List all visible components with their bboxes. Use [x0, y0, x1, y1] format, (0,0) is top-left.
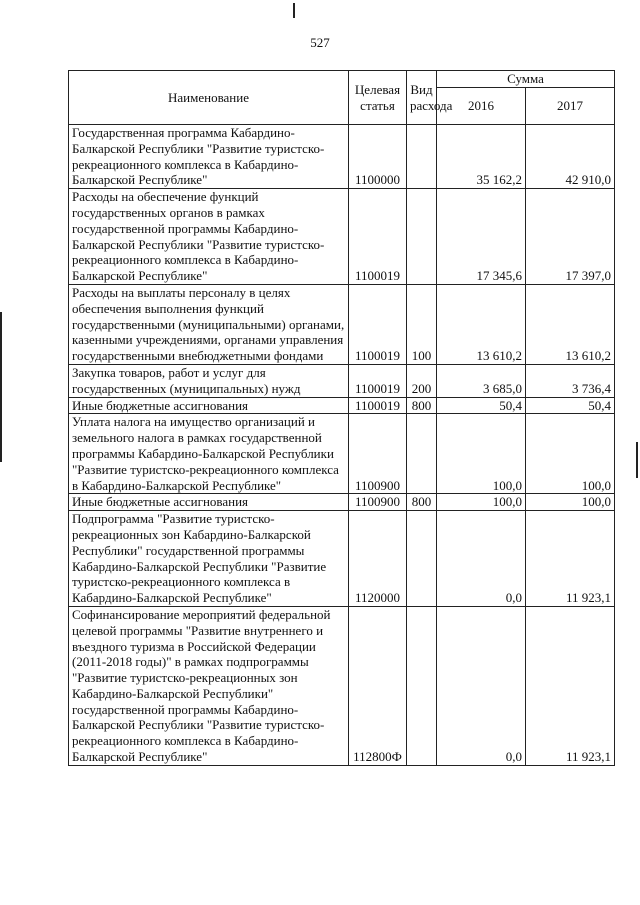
row-value-2016: 13 610,2: [437, 284, 526, 364]
row-value-2017: 50,4: [526, 397, 615, 414]
row-code: 112800Ф: [349, 606, 407, 765]
page-number: 527: [310, 35, 330, 50]
header-year-2017: 2017: [526, 88, 615, 125]
row-code: 1100019: [349, 397, 407, 414]
row-value-2016: 0,0: [437, 511, 526, 607]
row-vid: 800: [407, 494, 437, 511]
table-row: [69, 284, 615, 364]
header-name: Наименование: [69, 71, 349, 125]
row-value-2016: 100,0: [437, 494, 526, 511]
scan-mark-left: [0, 312, 2, 462]
row-name: Закупка товаров, работ и услуг для государственных (муниципальных) нужд: [69, 364, 349, 397]
row-value-2017: 3 736,4: [526, 364, 615, 397]
row-vid: 800: [407, 397, 437, 414]
table-row: [69, 189, 615, 285]
row-value-2016: 35 162,2: [437, 125, 526, 189]
table-row: [69, 494, 615, 511]
row-value-2017: 100,0: [526, 494, 615, 511]
header-code: Целевая статья: [349, 71, 407, 125]
row-name: Софинансирование мероприятий федеральной целевой программы "Развитие внутреннего и въездного туризма в Российской Федерации (2011-2018 годы)" в рамках подпрограммы "Развитие туристско-рекреационных зон Кабардино-Балкарской Республики" государственной программы Кабардино-Балкарской Республики "Развитие туристско-рекреационного комплекса в Кабардино-Балкарской Республике": [69, 606, 349, 765]
row-value-2017: 11 923,1: [526, 511, 615, 607]
row-vid: 100: [407, 284, 437, 364]
row-code: 1100900: [349, 494, 407, 511]
row-value-2016: 17 345,6: [437, 189, 526, 285]
row-name: Подпрограмма "Развитие туристско-рекреационных зон Кабардино-Балкарской Республики" государственной программы Кабардино-Балкарской Республики "Развитие туристско-рекреационного комплекса в Кабардино-Балкарской Республике": [69, 511, 349, 607]
row-name: Иные бюджетные ассигнования: [69, 494, 349, 511]
row-name: Расходы на обеспечение функций государственных органов в рамках государственной программы Кабардино-Балкарской Республики "Развитие туристско-рекреационного комплекса в Кабардино-Балкарской Республике": [69, 189, 349, 285]
header-vid: Вид расхода: [407, 71, 437, 125]
row-value-2016: 3 685,0: [437, 364, 526, 397]
row-value-2017: 13 610,2: [526, 284, 615, 364]
row-code: 1120000: [349, 511, 407, 607]
row-value-2017: 42 910,0: [526, 125, 615, 189]
row-name: Иные бюджетные ассигнования: [69, 397, 349, 414]
row-name: Расходы на выплаты персоналу в целях обеспечения выполнения функций государственными (муниципальными) органами, казенными учреждениями, органами управления государственными внебюджетными фондами: [69, 284, 349, 364]
row-vid: 200: [407, 364, 437, 397]
table-row: [69, 125, 615, 189]
row-vid: [407, 511, 437, 607]
header-sum: Сумма: [437, 71, 615, 88]
row-value-2016: 100,0: [437, 414, 526, 494]
row-value-2017: 17 397,0: [526, 189, 615, 285]
row-code: 1100019: [349, 284, 407, 364]
row-value-2016: 0,0: [437, 606, 526, 765]
row-vid: [407, 606, 437, 765]
scan-mark-top: [293, 3, 295, 18]
row-value-2016: 50,4: [437, 397, 526, 414]
table-row: [69, 364, 615, 397]
table-row: [69, 397, 615, 414]
budget-table: [68, 70, 615, 766]
row-code: 1100019: [349, 364, 407, 397]
row-vid: [407, 414, 437, 494]
scan-mark-right: [636, 442, 638, 478]
row-code: 1100900: [349, 414, 407, 494]
header-year-2016: 2016: [437, 88, 526, 125]
row-value-2017: 11 923,1: [526, 606, 615, 765]
table-row: [69, 511, 615, 607]
row-name: Государственная программа Кабардино-Балкарской Республики "Развитие туристско-рекреационного комплекса в Кабардино-Балкарской Республике": [69, 125, 349, 189]
row-name: Уплата налога на имущество организаций и земельного налога в рамках государственной программы Кабардино-Балкарской Республики "Развитие туристско-рекреационного комплекса в Кабардино-Балкарской Республике": [69, 414, 349, 494]
row-code: 1100000: [349, 125, 407, 189]
table-row: [69, 606, 615, 765]
row-vid: [407, 189, 437, 285]
table-row: [69, 414, 615, 494]
row-vid: [407, 125, 437, 189]
row-code: 1100019: [349, 189, 407, 285]
row-value-2017: 100,0: [526, 414, 615, 494]
